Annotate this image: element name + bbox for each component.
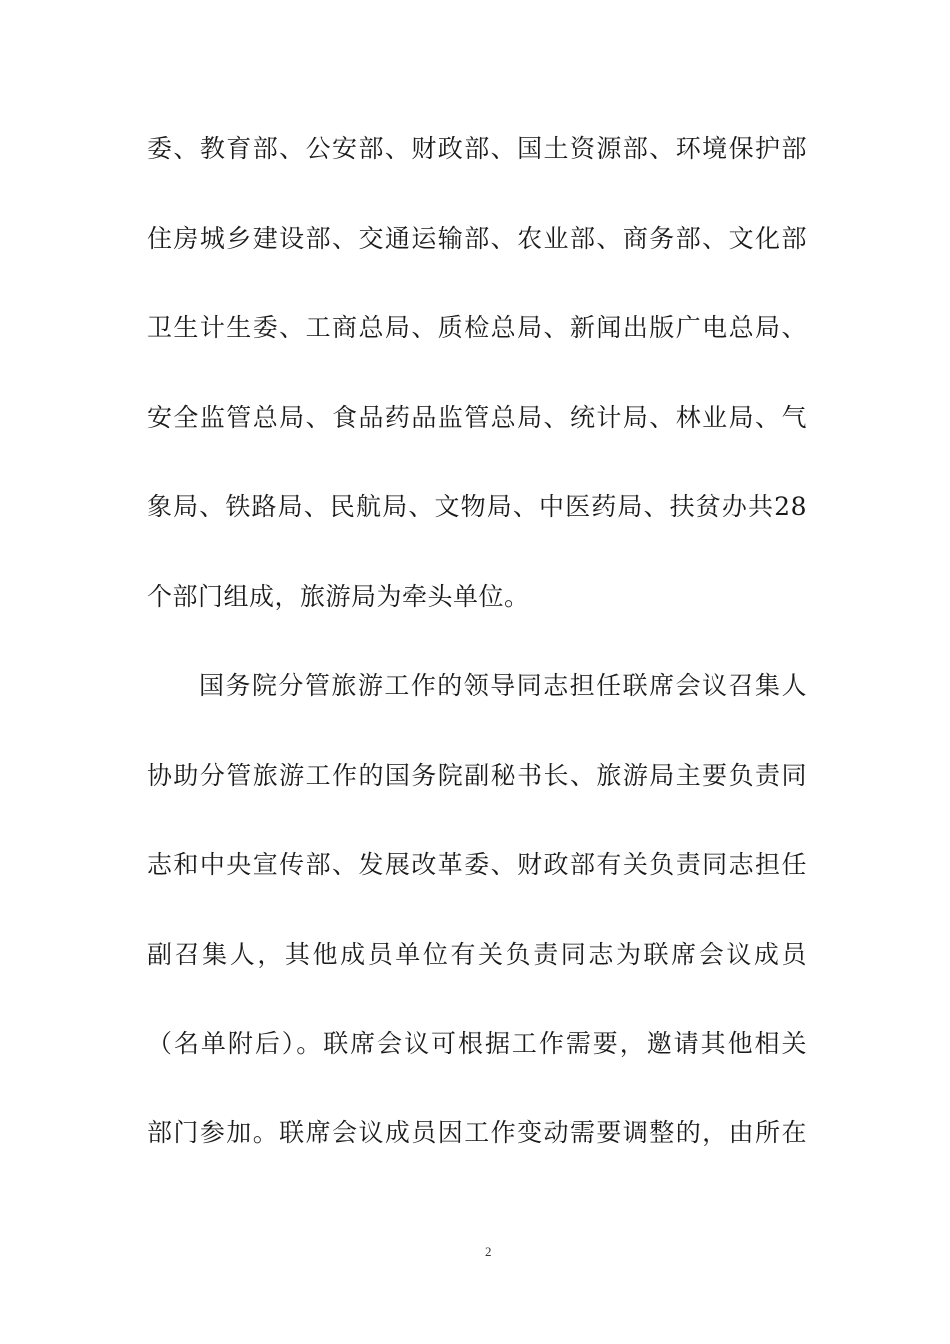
text-line: 安全监管总局、食品药品监管总局、统计局、林业局、气 — [147, 403, 807, 432]
text-line: （名单附后）。联席会议可根据工作需要，邀请其他相关 — [147, 1029, 807, 1058]
text-line: 卫生计生委、工商总局、质检总局、新闻出版广电总局、 — [147, 313, 807, 342]
text-line: 志和中央宣传部、发展改革委、财政部有关负责同志担任 — [147, 850, 807, 879]
text-line: 委、教育部、公安部、财政部、国土资源部、环境保护部 — [147, 134, 807, 163]
text-line: 副召集人，其他成员单位有关负责同志为联席会议成员 — [147, 940, 807, 969]
text-line: 住房城乡建设部、交通运输部、农业部、商务部、文化部 — [147, 224, 807, 253]
text-line: 象局、铁路局、民航局、文物局、中医药局、扶贫办共28 — [147, 492, 807, 521]
text-line: 协助分管旅游工作的国务院副秘书长、旅游局主要负责同 — [147, 761, 807, 790]
text-line: 个部门组成，旅游局为牵头单位。 — [147, 582, 530, 611]
page-number: 2 — [485, 1244, 492, 1259]
text-line: 部门参加。联席会议成员因工作变动需要调整的，由所在 — [147, 1118, 807, 1147]
paragraph-first-line: 国务院分管旅游工作的领导同志担任联席会议召集人 — [199, 671, 807, 700]
